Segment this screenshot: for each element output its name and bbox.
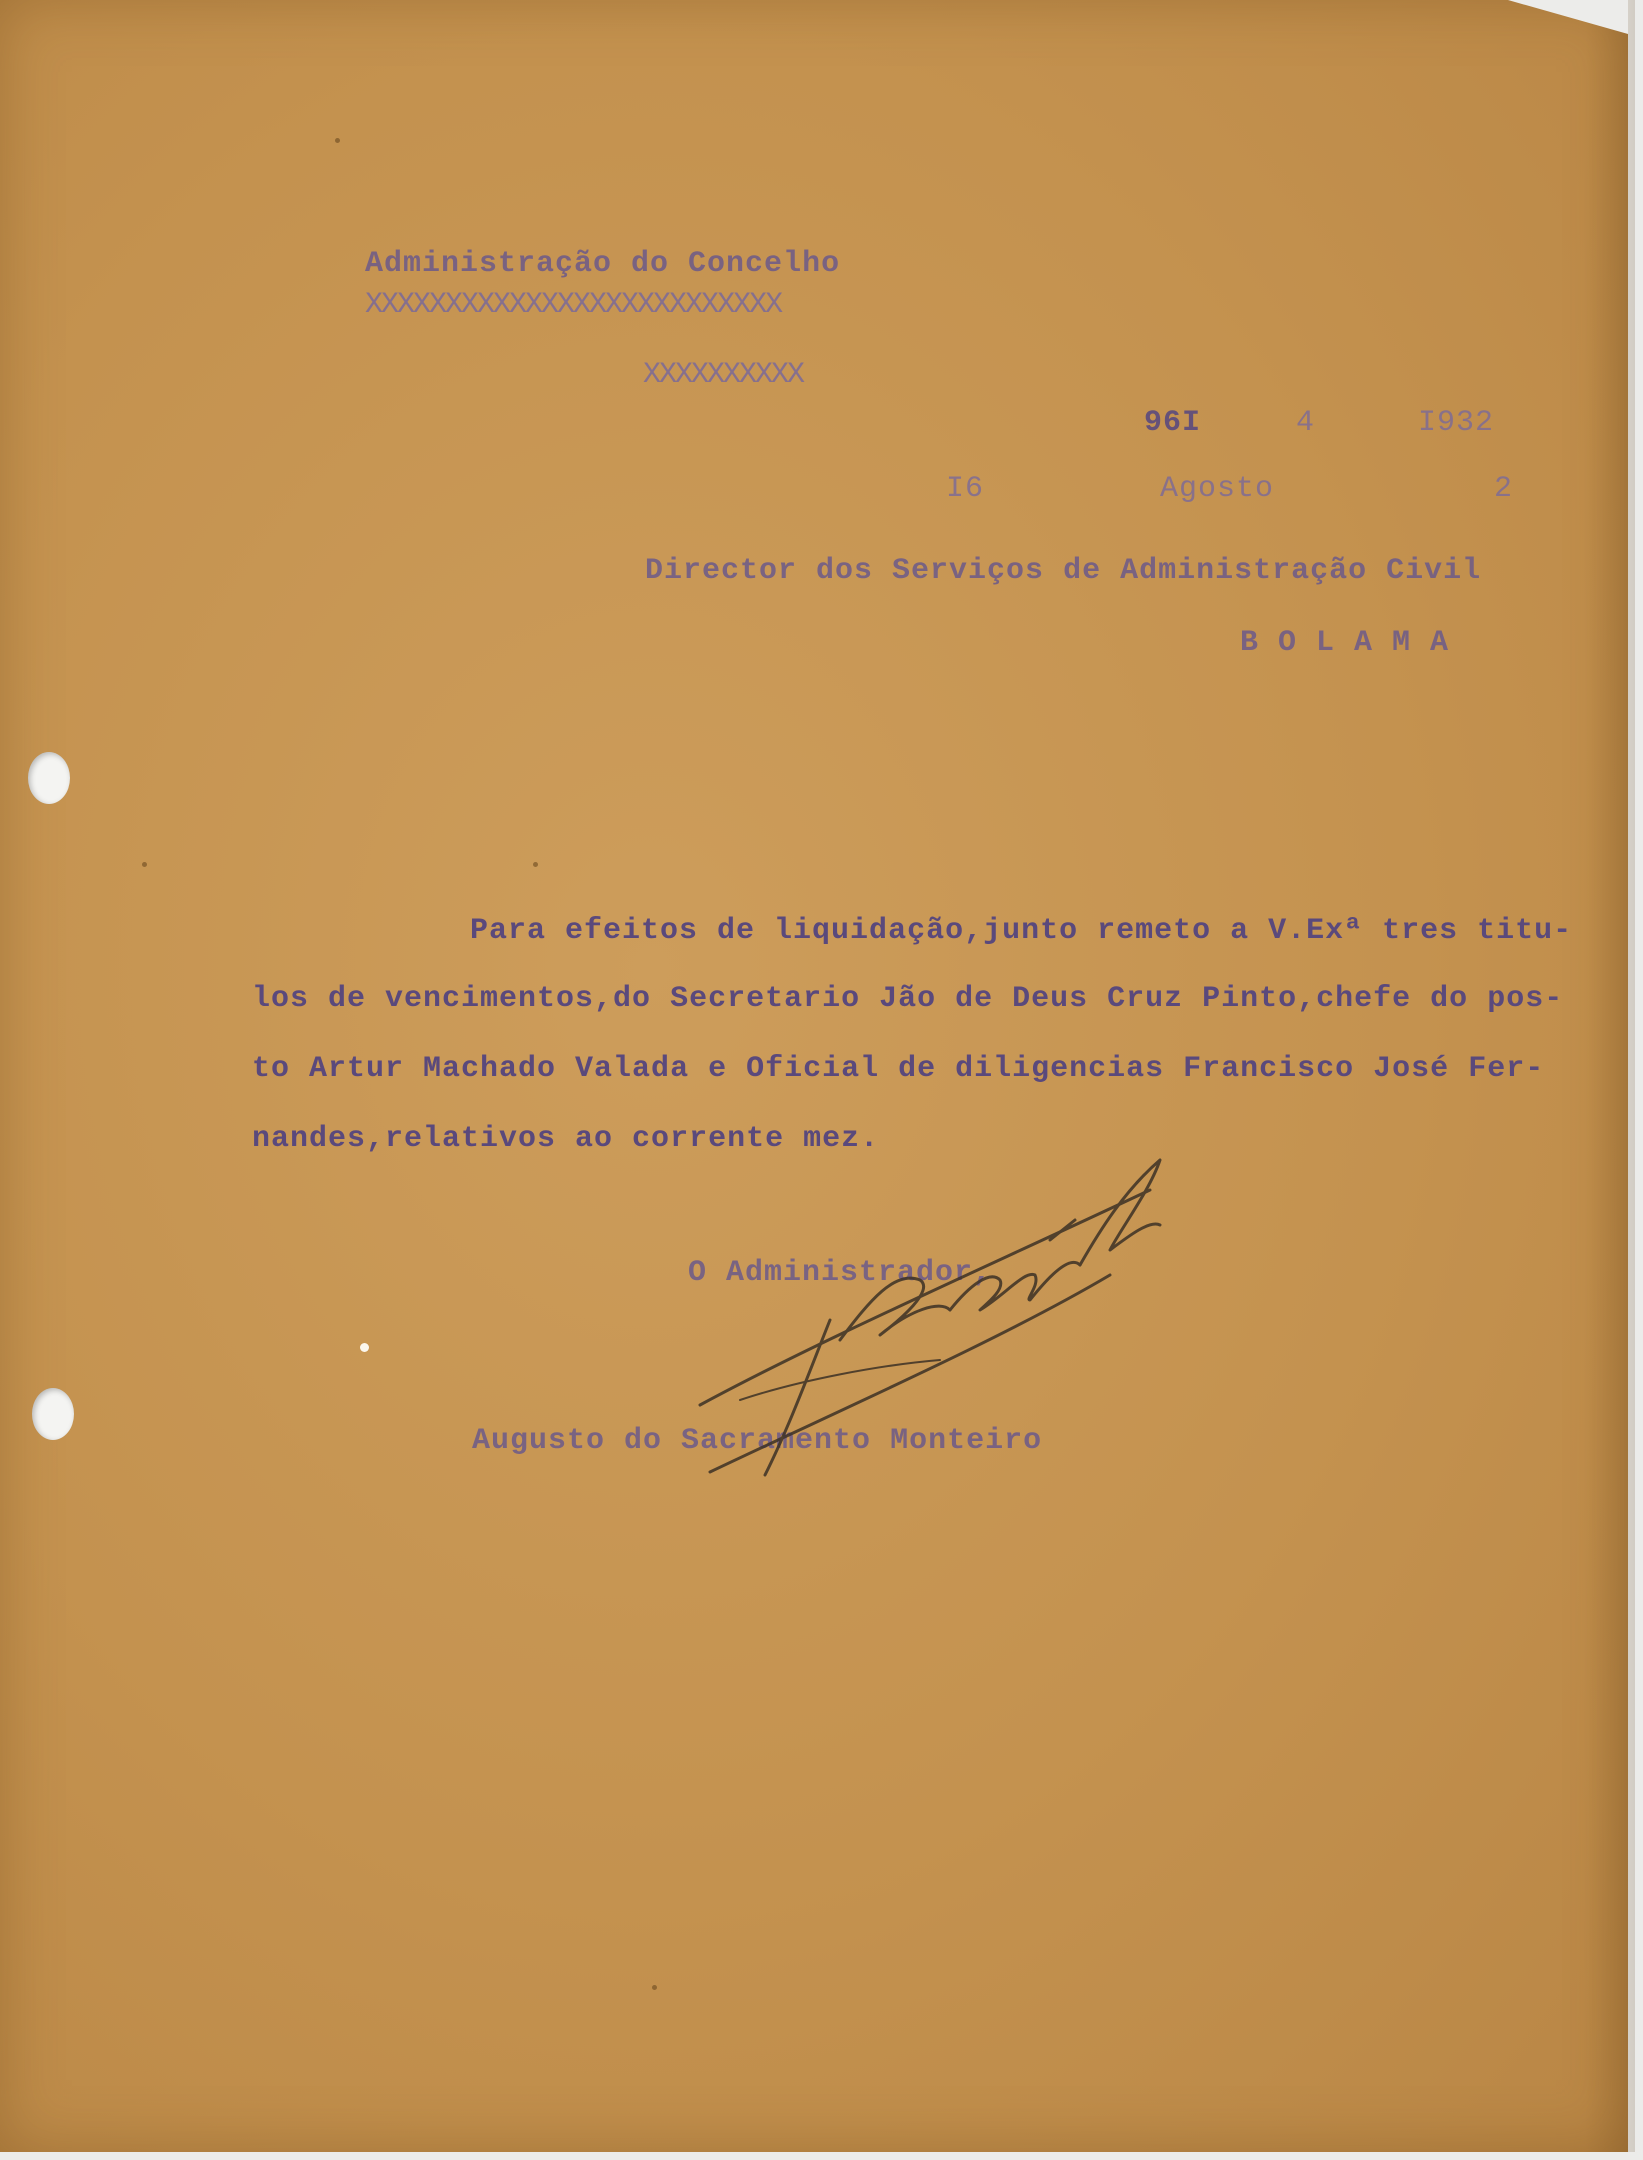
date-day: I6 xyxy=(946,472,985,506)
recipient-place: B O L A M A xyxy=(1240,626,1450,660)
struck-out-line: XXXXXXXXXXXXXXXXXXXXXXXXXX xyxy=(365,288,782,322)
paper-speck xyxy=(335,138,340,143)
body-line-3: to Artur Machado Valada e Oficial de diligencias Francisco José Fer- xyxy=(252,1052,1545,1086)
punch-hole-top xyxy=(28,752,70,804)
paper-speck xyxy=(652,1985,657,1990)
body-line-2: los de vencimentos,do Secretario Jão de Deus Cruz Pinto,chefe do pos- xyxy=(252,982,1564,1016)
handwritten-signature xyxy=(680,1150,1200,1490)
date-month: Agosto xyxy=(1160,472,1275,506)
body-line-1: Para efeitos de liquidação,junto remeto a V.Exª tres titu- xyxy=(470,914,1573,948)
signatory-name: Augusto do Sacramento Monteiro xyxy=(472,1424,1043,1458)
reference-book: 4 xyxy=(1296,406,1316,440)
closing-role: O Administrador, xyxy=(688,1256,993,1290)
punch-hole-bottom xyxy=(32,1388,74,1440)
recipient-title: Director dos Serviços de Administração Civil xyxy=(645,554,1482,588)
office-heading: Administração do Concelho xyxy=(365,247,841,281)
section-number: 2 xyxy=(1494,472,1514,506)
torn-corner xyxy=(1508,0,1628,34)
body-line-4: nandes,relativos ao corrente mez. xyxy=(252,1122,880,1156)
paper-speck-light xyxy=(360,1343,369,1352)
struck-out-line-short: XXXXXXXXXX xyxy=(643,358,804,392)
paper-speck xyxy=(142,862,147,867)
paper-speck xyxy=(533,862,538,867)
reference-year: I932 xyxy=(1418,406,1495,440)
reference-number: 96I xyxy=(1144,406,1202,440)
